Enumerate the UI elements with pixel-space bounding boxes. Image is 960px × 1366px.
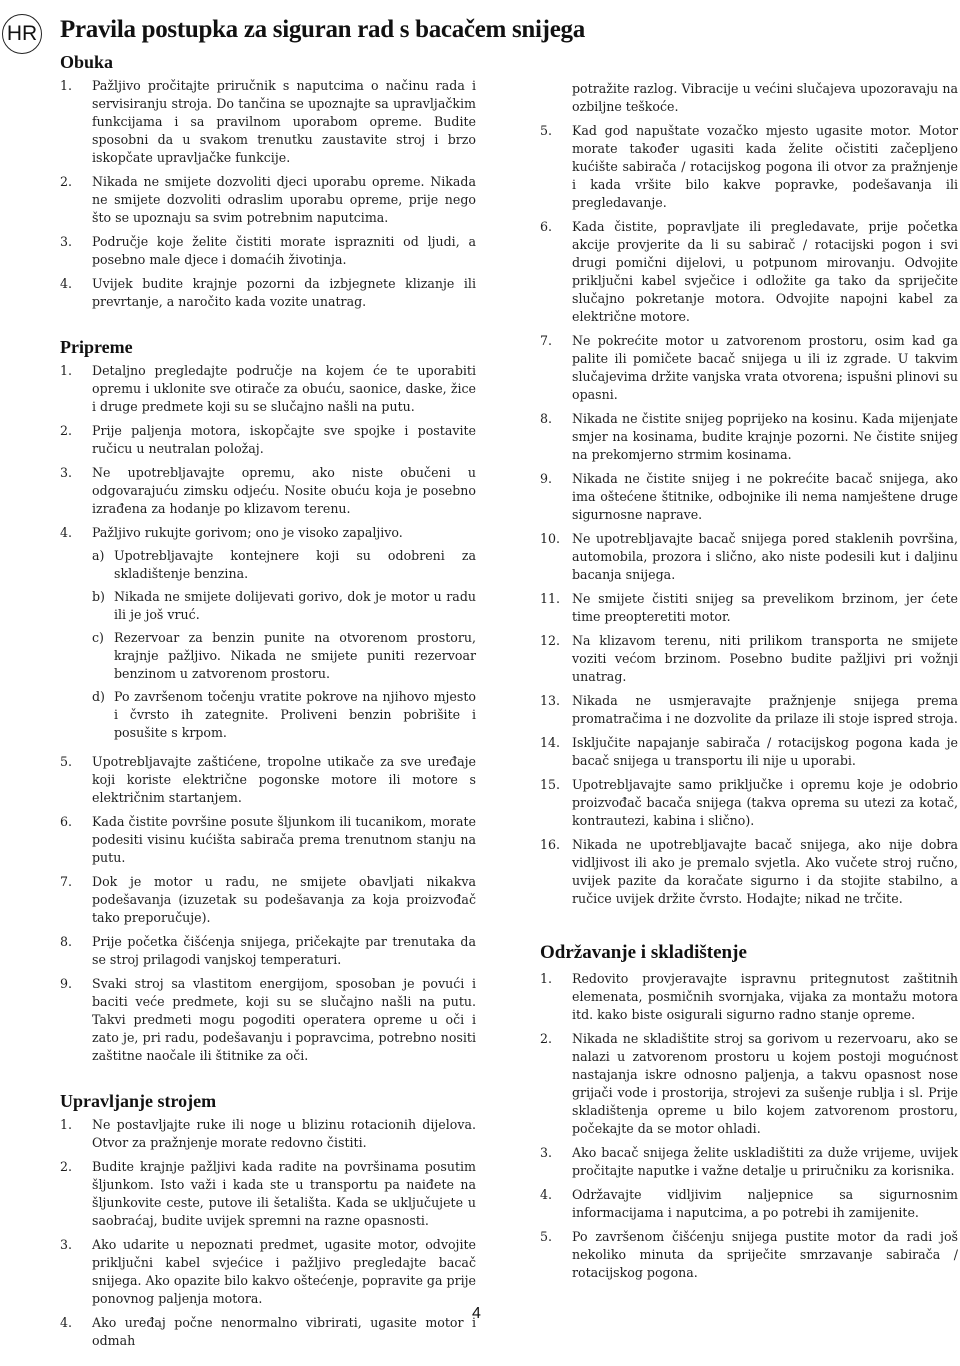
item-paragraph: Pažljivo rukujte gorivom; ono je visoko zapaljivo.: [92, 525, 403, 540]
item-number: 5.: [540, 123, 553, 138]
item-number: 5.: [60, 754, 73, 769]
item-paragraph: Nikada ne čistite snijeg i ne pokrećite bacač snijega, ako ima oštećene štitnike, odbojnike ili nema namještene druge sigurnosne naprave.: [572, 471, 958, 522]
item-text: [92, 362, 476, 416]
item-text: [92, 753, 476, 807]
sub-item-text: Upotrebljavajte kontejnere koji su odobreni za skladištenje benzina.: [114, 548, 476, 581]
item-number: 7.: [60, 874, 73, 889]
item-paragraph: Područje koje želite čistiti morate isprazniti od ljudi, a posebno male djece i domaćih životinja.: [92, 234, 476, 267]
item-number: 1.: [60, 1117, 73, 1132]
list-item: [60, 975, 476, 1065]
language-badge: HR: [2, 14, 42, 54]
item-number: 6.: [60, 814, 73, 829]
list-item: [60, 173, 476, 227]
sub-list-item: [92, 588, 476, 624]
item-number: 3.: [540, 1145, 553, 1160]
item-paragraph: Ne smijete čistiti snijeg sa prevelikom brzinom, jer ćete time preopteretiti motor.: [572, 591, 958, 624]
item-paragraph: Na klizavom terenu, niti prilikom transporta ne smijete voziti većom brzinom. Posebno budite pažljivi pri vožnji unatrag.: [572, 633, 958, 684]
item-text: [92, 464, 476, 518]
item-paragraph: Pažljivo pročitajte priručnik s naputcima o načinu rada i servisiranju stroja. Do tančina se upoznajte sa upravljačkim funkcijama i sa pravilnom uporabom opreme. Budite sposobni da u svakom trenutku zaustavite stroj i brzo iskopčate upravljačke funkcije.: [92, 78, 476, 165]
section-title: Upravljanje strojem: [60, 1091, 217, 1111]
item-paragraph: Nikada ne smijete dozvoliti djeci uporabu opreme. Nikada ne smijete dozvoliti odraslim uporabu opreme, prije nego što se upoznaju sa svim potrebnim naputcima.: [92, 174, 476, 225]
item-paragraph: Ako uređaj počne nenormalno vibrirati, ugasite motor i odmah: [92, 1315, 476, 1348]
item-paragraph: Isključite napajanje sabirača / rotacijskog pogona kada je bacač snijega u transportu ili nije u uporabi.: [572, 735, 958, 768]
list-item: [60, 1314, 476, 1350]
sub-item-letter: d): [92, 689, 105, 704]
section-maintenance: [540, 942, 958, 1282]
list-item: [60, 1116, 476, 1152]
list-item: [540, 1186, 958, 1222]
item-paragraph: Ne postavljajte ruke ili noge u blizinu rotacionih dijelova. Otvor za pražnjenje morate redovno čistiti.: [92, 1117, 476, 1150]
item-number: 15.: [540, 777, 561, 792]
section-preparation: [60, 337, 476, 1065]
item-number: 9.: [60, 976, 73, 991]
item-text: [92, 233, 476, 269]
list-item: [540, 970, 958, 1024]
item-text: [572, 470, 958, 524]
item-text: [572, 530, 958, 584]
item-number: 2.: [60, 174, 73, 189]
right-column: [540, 80, 958, 1298]
item-text: [92, 173, 476, 227]
item-text: [92, 813, 476, 867]
item-number: 2.: [60, 1159, 73, 1174]
item-text: [572, 632, 958, 686]
sub-item-text: Nikada ne smijete dolijevati gorivo, dok je motor u radu ili je još vruć.: [114, 589, 476, 622]
list-item: [540, 776, 958, 830]
item-paragraph: Kad god napuštate vozačko mjesto ugasite motor. Motor morate također ugasiti kada želite očistiti začepljeno kućište sabirača / rotacijskog pogona ili otvor za pražnjenje i kada vršite bilo kakve popravke, podešavanja ili pregledavanje.: [572, 123, 958, 210]
item-text: [572, 1228, 958, 1282]
maintenance-list: [540, 970, 958, 1282]
item-text: [572, 734, 958, 770]
item-text: [92, 422, 476, 458]
item-number: 3.: [60, 1237, 73, 1252]
item-paragraph: Budite krajnje pažljivi kada radite na površinama posutim šljunkom. Isto važi i kada ste u transportu pa naiđete na šljunkovite ceste, putove ili šetališta. Kada se uključujete u saobraćaj, budite uvijek spremni na razne opasnosti.: [92, 1159, 476, 1228]
sub-item-letter: b): [92, 589, 105, 604]
item-paragraph: Prije početka čišćenja snijega, pričekajte par trenutaka da se stroj prilagodi vanjskoj temperaturi.: [92, 934, 476, 967]
item-text: [572, 122, 958, 212]
list-item: [60, 1158, 476, 1230]
sub-list-item: [92, 629, 476, 683]
sub-item-text: Rezervoar za benzin punite na otvorenom prostoru, krajnje pažljivo. Nikada ne smijete puniti rezervoar benzinom u zatvorenom prostoru.: [114, 630, 476, 681]
item-number: 8.: [60, 934, 73, 949]
item-text: [92, 275, 476, 311]
list-item: [60, 753, 476, 807]
item-paragraph: Kada čistite površine posute šljunkom ili tucanikom, morate podesiti visinu kućišta sabirača prema trenutnom stanju na putu.: [92, 814, 476, 865]
item-number: 4.: [60, 276, 73, 291]
item-number: 8.: [540, 411, 553, 426]
sub-list: [92, 547, 476, 742]
list-item: [540, 1228, 958, 1282]
item-text: [92, 1314, 476, 1350]
item-number: 5.: [540, 1229, 553, 1244]
item-number: 2.: [540, 1031, 553, 1046]
item-number: 4.: [540, 1187, 553, 1202]
item-text: [92, 873, 476, 927]
item-text: [572, 1030, 958, 1138]
item-number: 14.: [540, 735, 561, 750]
item-text: [92, 1158, 476, 1230]
item-text: [572, 1144, 958, 1180]
numbered-list: [60, 362, 476, 1065]
item-paragraph: Nikada ne upotrebljavajte bacač snijega, ako nije dobra vidljivost ili ako je premalo svjetla. Ako vučete stroj ručno, uvijek pazite da koračate sigurno i da stojite stabilno, a ručice uvijek držite čvrsto. Hodajte; nikad ne trčite.: [572, 837, 958, 906]
list-item: [540, 470, 958, 524]
list-item: [60, 233, 476, 269]
sub-item-letter: c): [92, 630, 104, 645]
item-text: [92, 1116, 476, 1152]
list-item: [60, 275, 476, 311]
item-paragraph: Upotrebljavajte samo priključke i opremu koje je odobrio proizvođač bacača snijega (takva oprema su utezi za kotač, kontrautezi, kabina i slično).: [572, 777, 958, 828]
item-paragraph: Ne pokrećite motor u zatvorenom prostoru, osim kad ga palite ili pomičete bacač snijega u ili iz zgrade. U takvim slučajevima držite vanjska vrata otvorena; ispušni plinovi su opasni.: [572, 333, 958, 402]
item-number: 4.: [60, 1315, 73, 1330]
sub-item-text: Po završenom točenju vratite pokrove na njihovo mjesto i čvrsto ih zategnite. Proliveni benzin pobrišite i posušite s krpom.: [114, 689, 476, 740]
item-paragraph: Detaljno pregledajte područje na kojem će te uporabiti opremu i uklonite sve otirače za obuću, saonice, daske, žice i druge predmete koji su se slučajno našli na putu.: [92, 363, 476, 414]
item-text: [572, 1186, 958, 1222]
list-item: [540, 836, 958, 908]
item-number: 1.: [540, 971, 553, 986]
list-item: [540, 218, 958, 326]
item-text: [572, 970, 958, 1024]
item-paragraph: Kada čistite, popravljate ili pregledavate, prije početka akcije provjerite da li su sabirač / rotacijski pogon i svi drugi pomični dijelovi, u potpunom mirovanju. Odvojite priključni kabel svječice i odložite ga tako da spriječite slučajno pokretanje motora. Odvojite napojni kabel za električne motore.: [572, 219, 958, 324]
list-item: [60, 813, 476, 867]
item-text: [572, 776, 958, 830]
item-number: 6.: [540, 219, 553, 234]
section-title: Obuka: [60, 52, 114, 72]
numbered-list: [60, 1116, 476, 1350]
item-text: [572, 692, 958, 728]
list-item: [540, 590, 958, 626]
item-text: [572, 218, 958, 326]
list-item: [60, 1236, 476, 1308]
numbered-list: [60, 77, 476, 311]
list-item: [540, 1144, 958, 1180]
item-text: [92, 1236, 476, 1308]
item-number: 3.: [60, 234, 73, 249]
list-item: [60, 873, 476, 927]
list-item: [60, 933, 476, 969]
section-training: [60, 52, 476, 311]
item-paragraph: Nikada ne usmjeravajte pražnjenje snijega prema promatračima i ne dozvolite da prilaze ili stoje ispred stroja.: [572, 693, 958, 726]
list-item: [540, 734, 958, 770]
list-item: [540, 692, 958, 728]
item-text: [572, 590, 958, 626]
item-paragraph: Održavajte vidljivim naljepnice sa sigurnosnim informacijama i naputcima, a po potrebi ih zamijenite.: [572, 1187, 958, 1220]
item-paragraph: Po završenom čišćenju snijega pustite motor da radi još nekoliko minuta da spriječite smrzavanje sabirača / rotacijskog pogona.: [572, 1229, 958, 1280]
item-paragraph: Nikada ne skladištite stroj sa gorivom u rezervoaru, ako se nalazi u zatvorenom prostoru u kojem postoji mogućnost nastajanja iskre odnosno paljenja, a takvu opasnost nose grijači vode i prostorija, strojevi za sušenje rublja i sl. Prije skladištenja opreme u bilo kojem zatvorenom prostoru, počekajte da se motor ohladi.: [572, 1031, 958, 1136]
item-paragraph: Redovito provjeravajte ispravnu pritegnutost zaštitnih elemenata, posmičnih svornjaka, vijaka za montažu motora itd. kako biste osigurali sigurno radno stanje opreme.: [572, 971, 958, 1022]
item-paragraph: Ako udarite u nepoznati predmet, ugasite motor, odvojite priključni kabel svjećice i pažljivo pregledajte bacač snijega. Ako opazite bilo kakvo oštećenje, popravite ga prije ponovnog paljenja motora.: [92, 1237, 476, 1306]
item-paragraph: Dok je motor u radu, ne smijete obavljati nikakva podešavanja (izuzetak su podešavanja za koja proizvođač tako preporučuje).: [92, 874, 476, 925]
section-operation: [60, 1091, 476, 1350]
item-number: 1.: [60, 78, 73, 93]
item-number: 16.: [540, 837, 561, 852]
item-text: [92, 933, 476, 969]
item-paragraph: Ako bacač snijega želite uskladištiti za duže vrijeme, uvijek pročitajte naputke i važne detalje u priručniku za korisnika.: [572, 1145, 958, 1178]
item-number: 7.: [540, 333, 553, 348]
item-paragraph: Nikada ne čistite snijeg poprijeko na kosinu. Kada mijenjate smjer na kosinama, budite krajnje pozorni. Ne čistite snijeg na prekomjerno strmim kosinama.: [572, 411, 958, 462]
item-paragraph: Prije paljenja motora, iskopčajte sve spojke i postavite ručicu u neutralan položaj.: [92, 423, 476, 456]
list-item: [60, 524, 476, 747]
left-column: [60, 52, 476, 1366]
section-title: Održavanje i skladištenje: [540, 942, 747, 963]
item-number: 10.: [540, 531, 561, 546]
item-number: 3.: [60, 465, 73, 480]
list-item: [540, 1030, 958, 1138]
list-item: [540, 632, 958, 686]
section-title: Pripreme: [60, 337, 133, 357]
item-number: 13.: [540, 693, 561, 708]
list-item: [540, 530, 958, 584]
item-text: [572, 836, 958, 908]
list-item: [540, 410, 958, 464]
list-item: [60, 362, 476, 416]
list-item: [60, 464, 476, 518]
item-number: 9.: [540, 471, 553, 486]
item-text: [92, 77, 476, 167]
sub-list-item: [92, 547, 476, 583]
operation-list-continued: [540, 122, 958, 908]
item-number: 12.: [540, 633, 561, 648]
sub-list-item: [92, 688, 476, 742]
item-paragraph: Uvijek budite krajnje pozorni da izbjegnete klizanje ili prevrtanje, a naročito kada vozite unatrag.: [92, 276, 476, 309]
document-title: Pravila postupka za siguran rad s bacačem snijega: [60, 16, 585, 43]
item-number: 11.: [540, 591, 561, 606]
item-paragraph: Upotrebljavajte zaštićene, tropolne utikače za sve uređaje koji koriste električne pogonske motore ili motore s električnim startanjem.: [92, 754, 476, 805]
item-text: [572, 332, 958, 404]
item-text: [572, 410, 958, 464]
item-text: [92, 524, 476, 747]
continued-paragraph: potražite razlog. Vibracije u većini slučajeva upozoravaju na ozbiljne teškoće.: [572, 81, 958, 114]
page-number: 4: [472, 1305, 481, 1322]
item-paragraph: Svaki stroj sa vlastitom energijom, sposoban je povući i baciti veće predmete, koji su se slučajno našli na putu. Takvi predmeti mogu pogoditi operatera opreme u oči i zato je, pri radu, podešavanju i popravcima, potrebno nositi zaštitne naočale ili štitnike za oči.: [92, 976, 476, 1063]
item-paragraph: Ne upotrebljavajte opremu, ako niste obučeni u odgovarajuću zimsku odjeću. Nosite obuću koja je posebno izrađena za hodanje po klizavom terenu.: [92, 465, 476, 516]
list-item: [60, 77, 476, 167]
item-paragraph: Ne upotrebljavajte bacač snijega pored staklenih površina, automobila, prozora i slično, ako niste podesili kut i daljinu bacanja snijega.: [572, 531, 958, 582]
sub-item-letter: a): [92, 548, 105, 563]
list-item: [540, 122, 958, 212]
item-number: 1.: [60, 363, 73, 378]
list-item: [540, 332, 958, 404]
item-number: 4.: [60, 525, 73, 540]
item-text: [92, 975, 476, 1065]
item-number: 2.: [60, 423, 73, 438]
list-item: [60, 422, 476, 458]
